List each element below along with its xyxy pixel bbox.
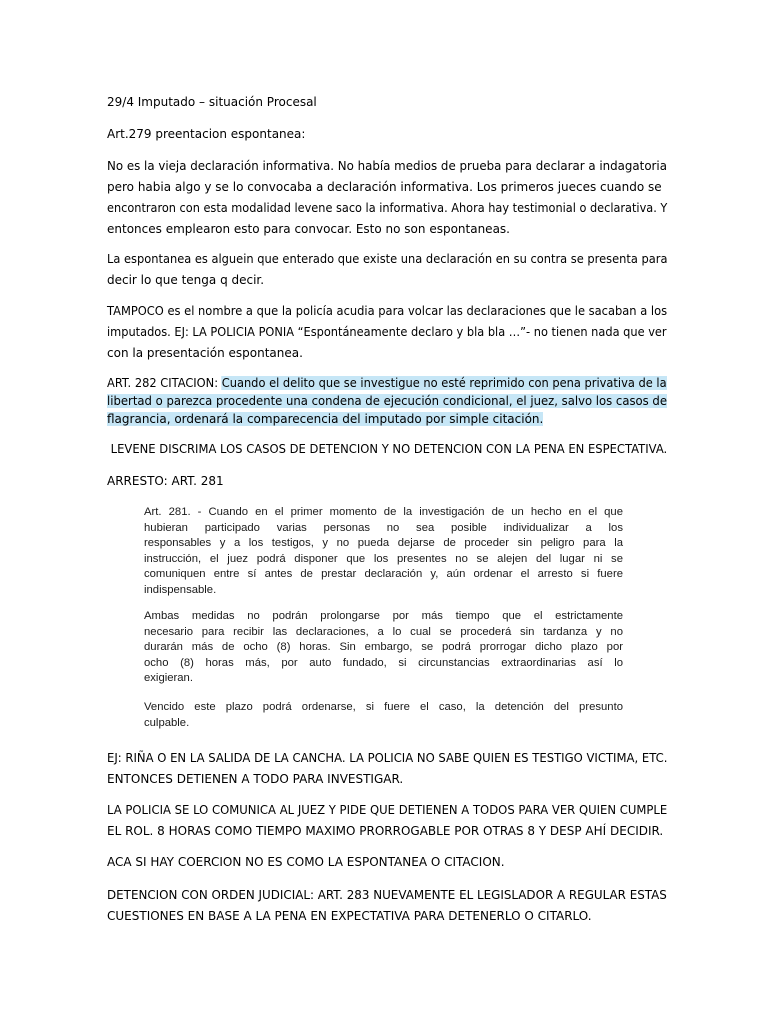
text-line: Art.279 preentacion espontanea: [107, 127, 306, 141]
text-line [107, 410, 667, 428]
paragraph-art-282-citacion [107, 374, 667, 428]
text-line: EL ROL. 8 HORAS COMO TIEMPO MAXIMO PRORROGABLE POR OTRAS 8 Y DESP AHÍ DECIDIR. [107, 824, 664, 838]
heading-art-279 [107, 124, 667, 145]
paragraph-tampoco [107, 301, 667, 364]
paragraph-ej-rina [107, 748, 667, 790]
paragraph-espontanea [107, 249, 667, 291]
paragraph-detencion-orden-judicial [107, 885, 667, 927]
text-line: decir lo que tenga q decir. [107, 273, 265, 287]
quote-line: comuniquen entre sí antes de prestar declaración y, aún ordenar el arresto si fuere [144, 568, 623, 580]
text-line: ACA SI HAY COERCION NO ES COMO LA ESPONTANEA O CITACION. [107, 855, 505, 869]
text-line: 29/4 Imputado – situación Procesal [107, 95, 317, 109]
text-line: DETENCION CON ORDEN JUDICIAL: ART. 283 NUEVAMENTE EL LEGISLADOR A REGULAR ESTAS [107, 888, 667, 902]
text-line: TAMPOCO es el nombre a que la policía acudia para volcar las declaraciones que le sacaban a los [107, 304, 668, 318]
text-line: ARRESTO: ART. 281 [107, 474, 224, 488]
quote-line: hubieran participado varias personas no sea posible individualizar a los [144, 521, 623, 534]
text-line [107, 374, 667, 392]
text-line [107, 392, 667, 410]
text-line: EJ: RIÑA O EN LA SALIDA DE LA CANCHA. LA POLICIA NO SABE QUIEN ES TESTIGO VICTIMA, ETC. [107, 751, 668, 765]
quote-line: durarán más de ocho (8) horas. Sin embargo, se podrá prorrogar dicho plazo por [144, 641, 623, 653]
quote-line: indispensable. [144, 583, 217, 596]
quote-line: Vencido este plazo podrá ordenarse, si fuere el caso, la detención del presunto [144, 701, 623, 713]
quote-line: culpable. [144, 716, 190, 729]
highlighted-text: libertad o parezca procedente una condena de ejecución condicional, el juez, salvo los casos de [107, 394, 667, 408]
quote-line: exigieran. [144, 672, 193, 684]
paragraph-policia-comunica [107, 800, 667, 842]
quote-art-281-paragraph-1 [144, 505, 623, 598]
citation-lead: ART. 282 CITACION: [107, 376, 222, 390]
text-line: CUESTIONES EN BASE A LA PENA EN EXPECTATIVA PARA DETENERLO O CITARLO. [107, 909, 592, 923]
quote-line: responsables y a los testigos, y no pueda dejarse de proceder sin peligro para la [144, 537, 623, 549]
text-line: No es la vieja declaración informativa. No había medios de prueba para declarar a indagatoria [107, 159, 667, 173]
quote-line: necesario para recibir las declaraciones, a lo cual se procederá sin tardanza y no [144, 625, 623, 638]
quote-line: Ambas medidas no podrán prolongarse por más tiempo que el estrictamente [144, 610, 623, 622]
text-line: con la presentación espontanea. [107, 346, 303, 360]
quote-art-281-paragraph-2 [144, 609, 623, 687]
quote-line: instrucción, el juez podrá disponer que los presentes no se alejen del lugar ni se [144, 552, 623, 565]
paragraph-vieja-declaracion [107, 156, 667, 240]
quote-art-281-paragraph-3 [144, 700, 623, 731]
paragraph-levene-discrima [107, 439, 667, 460]
text-line: ENTONCES DETIENEN A TODO PARA INVESTIGAR. [107, 772, 404, 786]
text-line: LA POLICIA SE LO COMUNICA AL JUEZ Y PIDE QUE DETIENEN A TODOS PARA VER QUIEN CUMPLE [107, 803, 668, 817]
text-line: pero habia algo y se lo convocaba a declaración informativa. Los primeros jueces cuando se [107, 180, 662, 194]
text-line: LEVENE DISCRIMA LOS CASOS DE DETENCION Y NO DETENCION CON LA PENA EN ESPECTATIVA. [107, 442, 668, 456]
text-line: La espontanea es alguein que enterado que existe una declaración en su contra se presenta para [107, 252, 668, 266]
quote-line: ocho (8) horas más, por auto fundado, si circunstancias extraordinarias así lo [144, 656, 623, 669]
text-line: encontraron con esta modalidad levene saco la informativa. Ahora hay testimonial o declarativa. Y [107, 201, 668, 215]
quote-line: Art. 281. - Cuando en el primer momento de la investigación de un hecho en el que [144, 506, 623, 518]
heading-date-topic [107, 92, 667, 113]
heading-arresto-art-281 [107, 471, 667, 492]
highlighted-text: flagrancia, ordenará la comparecencia del imputado por simple citación. [107, 412, 544, 426]
highlighted-text: Cuando el delito que se investigue no esté reprimido con pena privativa de la [221, 376, 667, 390]
text-line: imputados. EJ: LA POLICIA PONIA “Espontáneamente declaro y bla bla …”- no tienen nada que ver [107, 325, 667, 339]
text-line: entonces emplearon esto para convocar. Esto no son espontaneas. [107, 222, 510, 236]
paragraph-coercion [107, 852, 667, 873]
